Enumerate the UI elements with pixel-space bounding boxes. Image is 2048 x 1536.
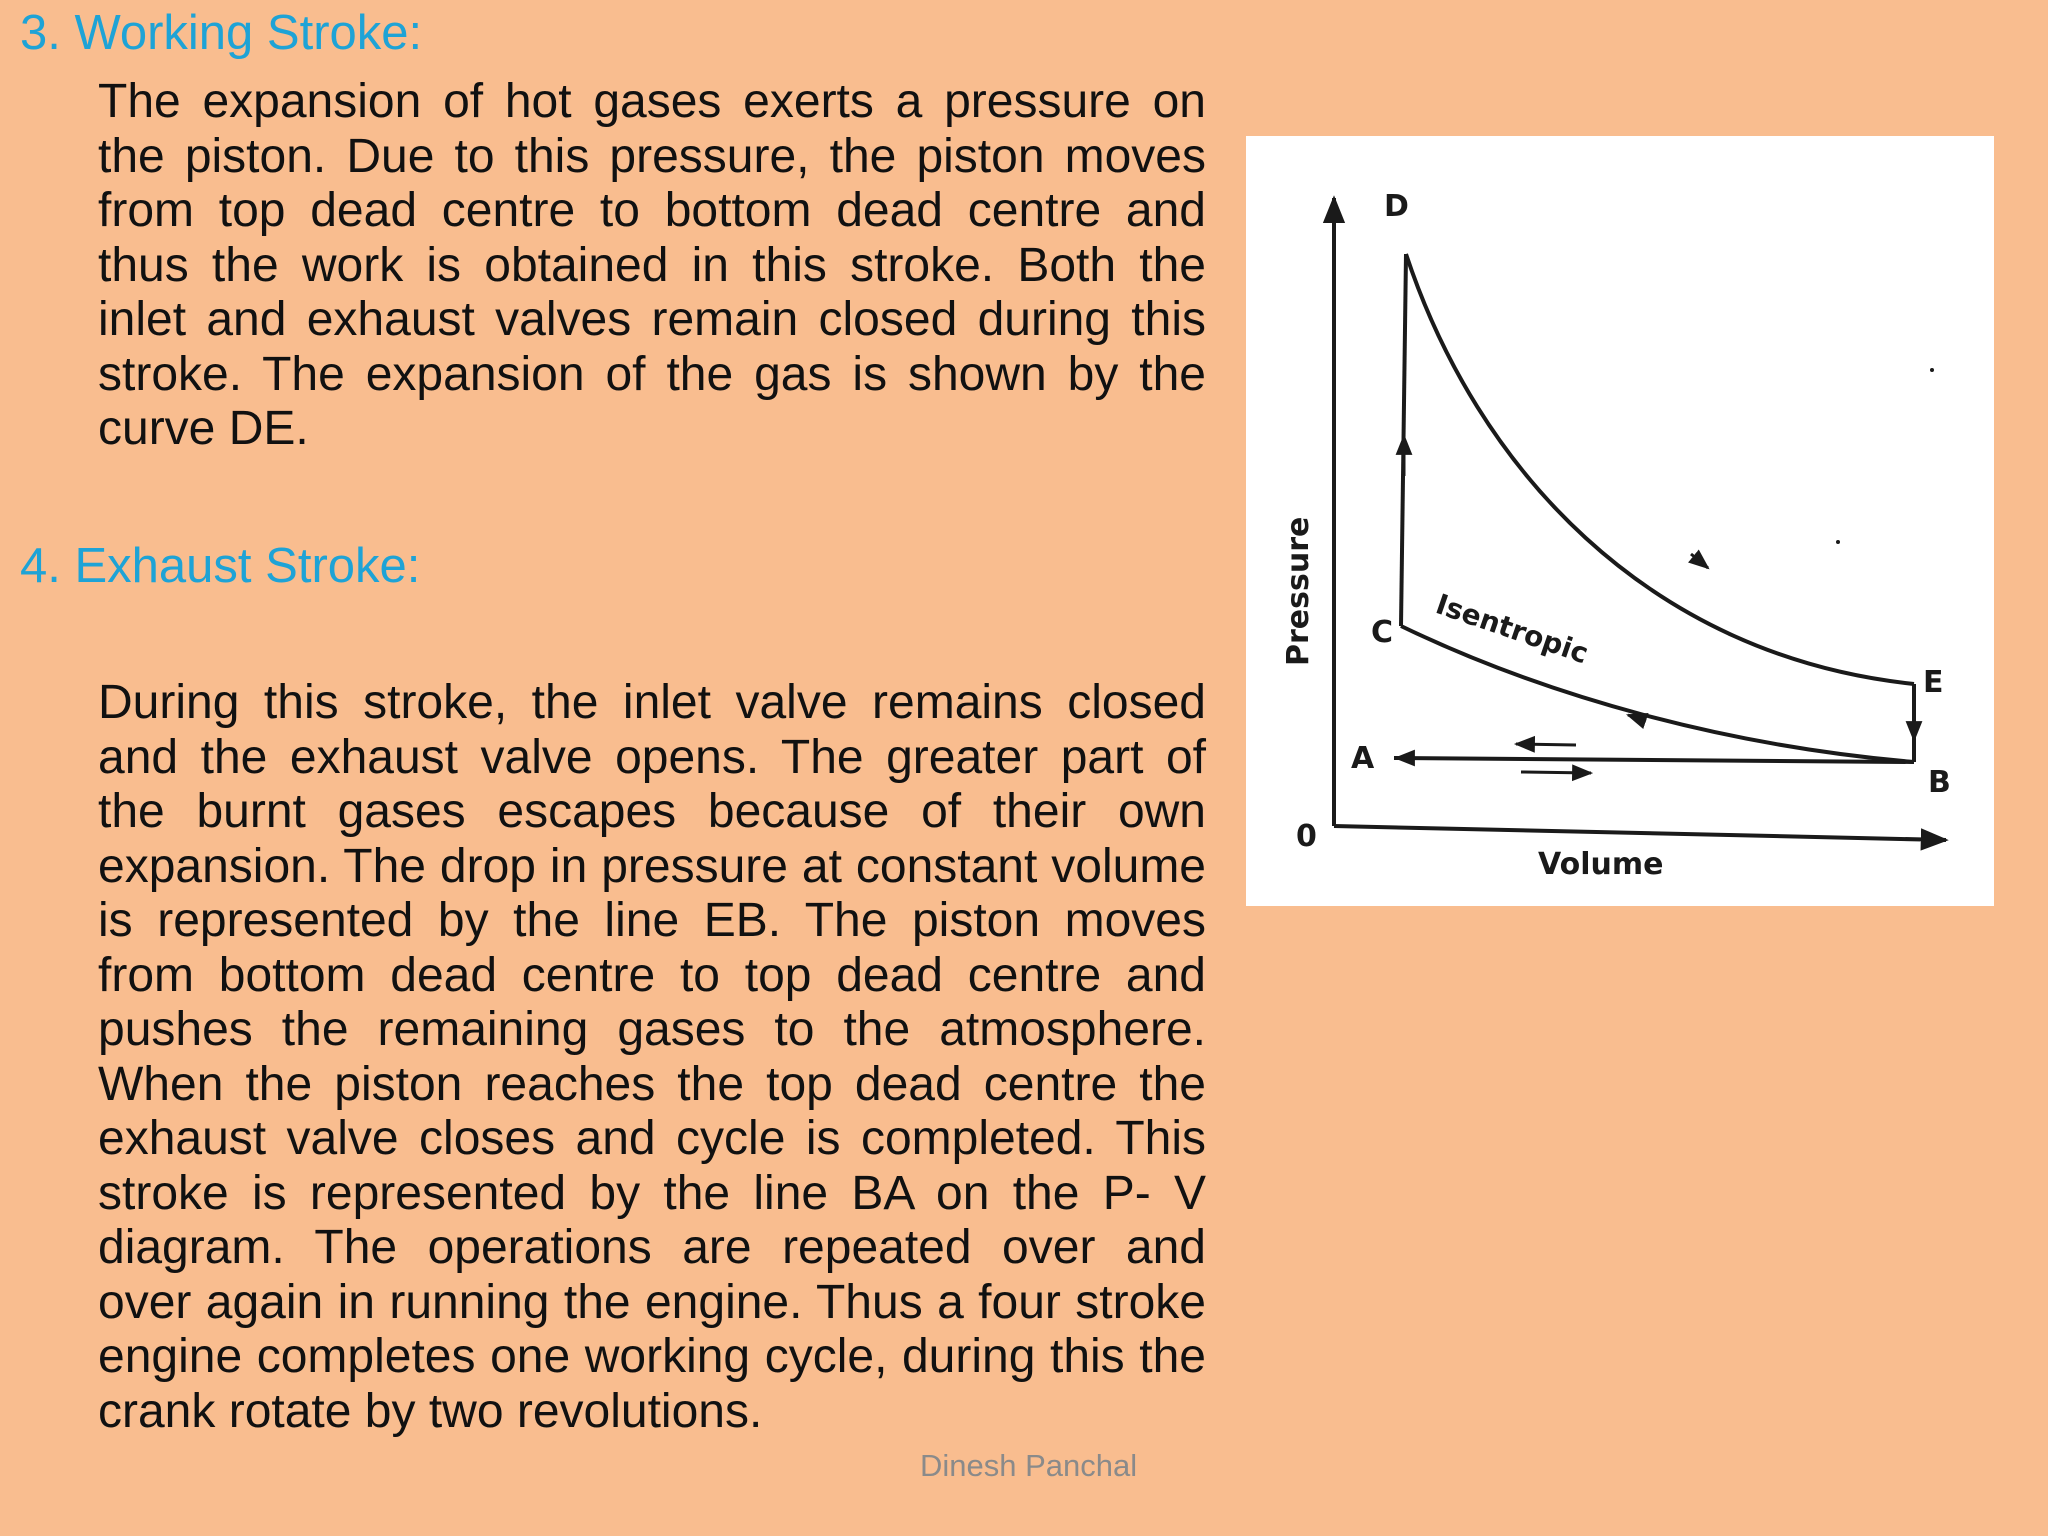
point-label-a: A xyxy=(1351,741,1375,776)
author-watermark: Dinesh Panchal xyxy=(920,1448,1138,1483)
speck-2 xyxy=(1836,540,1840,544)
arrow-intake-back xyxy=(1516,744,1576,745)
arrow-d-e xyxy=(1691,554,1708,568)
point-label-d: D xyxy=(1384,189,1409,224)
x-axis-label: Volume xyxy=(1538,847,1664,882)
section-body-working-stroke: The expansion of hot gases exerts a pressure on the piston. Due to this pressure, the piston moves from top dead centre to bottom dead centre and thus the work is obtained in this stroke. Both the inlet and exhaust valves remain closed during this stroke. The expansion of the gas is shown by the curve DE. xyxy=(98,75,1206,455)
curve-label-isentropic: Isentropic xyxy=(1431,587,1593,671)
point-label-c: C xyxy=(1371,615,1394,650)
line-a-b xyxy=(1394,758,1914,762)
pv-diagram xyxy=(1246,136,1994,906)
point-label-e: E xyxy=(1923,665,1944,700)
curve-c-b xyxy=(1401,626,1914,762)
section-body-exhaust-stroke: During this stroke, the inlet valve remains closed and the exhaust valve opens. The greater part of the burnt gases escapes because of their own expansion. The drop in pressure at constant volume is represented by the line EB. The piston moves from bottom dead centre to top dead centre and pushes the remaining gases to the atmosphere. When the piston reaches the top dead centre the exhaust valve closes and cycle is completed. This stroke is represented by the line BA on the P- V diagram. The operations are repeated over and over again in running the engine. Thus a four stroke engine completes one working cycle, during this the crank rotate by two revolutions. xyxy=(98,676,1206,1438)
x-axis xyxy=(1334,826,1946,840)
point-label-b: B xyxy=(1928,765,1951,800)
pv-diagram-figure xyxy=(1246,136,1994,906)
y-axis-label: Pressure xyxy=(1281,516,1316,666)
speck-1 xyxy=(1930,368,1934,372)
arrow-intake-forward xyxy=(1521,772,1591,773)
section-heading-working-stroke: 3. Working Stroke: xyxy=(20,6,423,60)
section-heading-exhaust-stroke: 4. Exhaust Stroke: xyxy=(20,539,421,593)
origin-label: 0 xyxy=(1296,819,1317,854)
